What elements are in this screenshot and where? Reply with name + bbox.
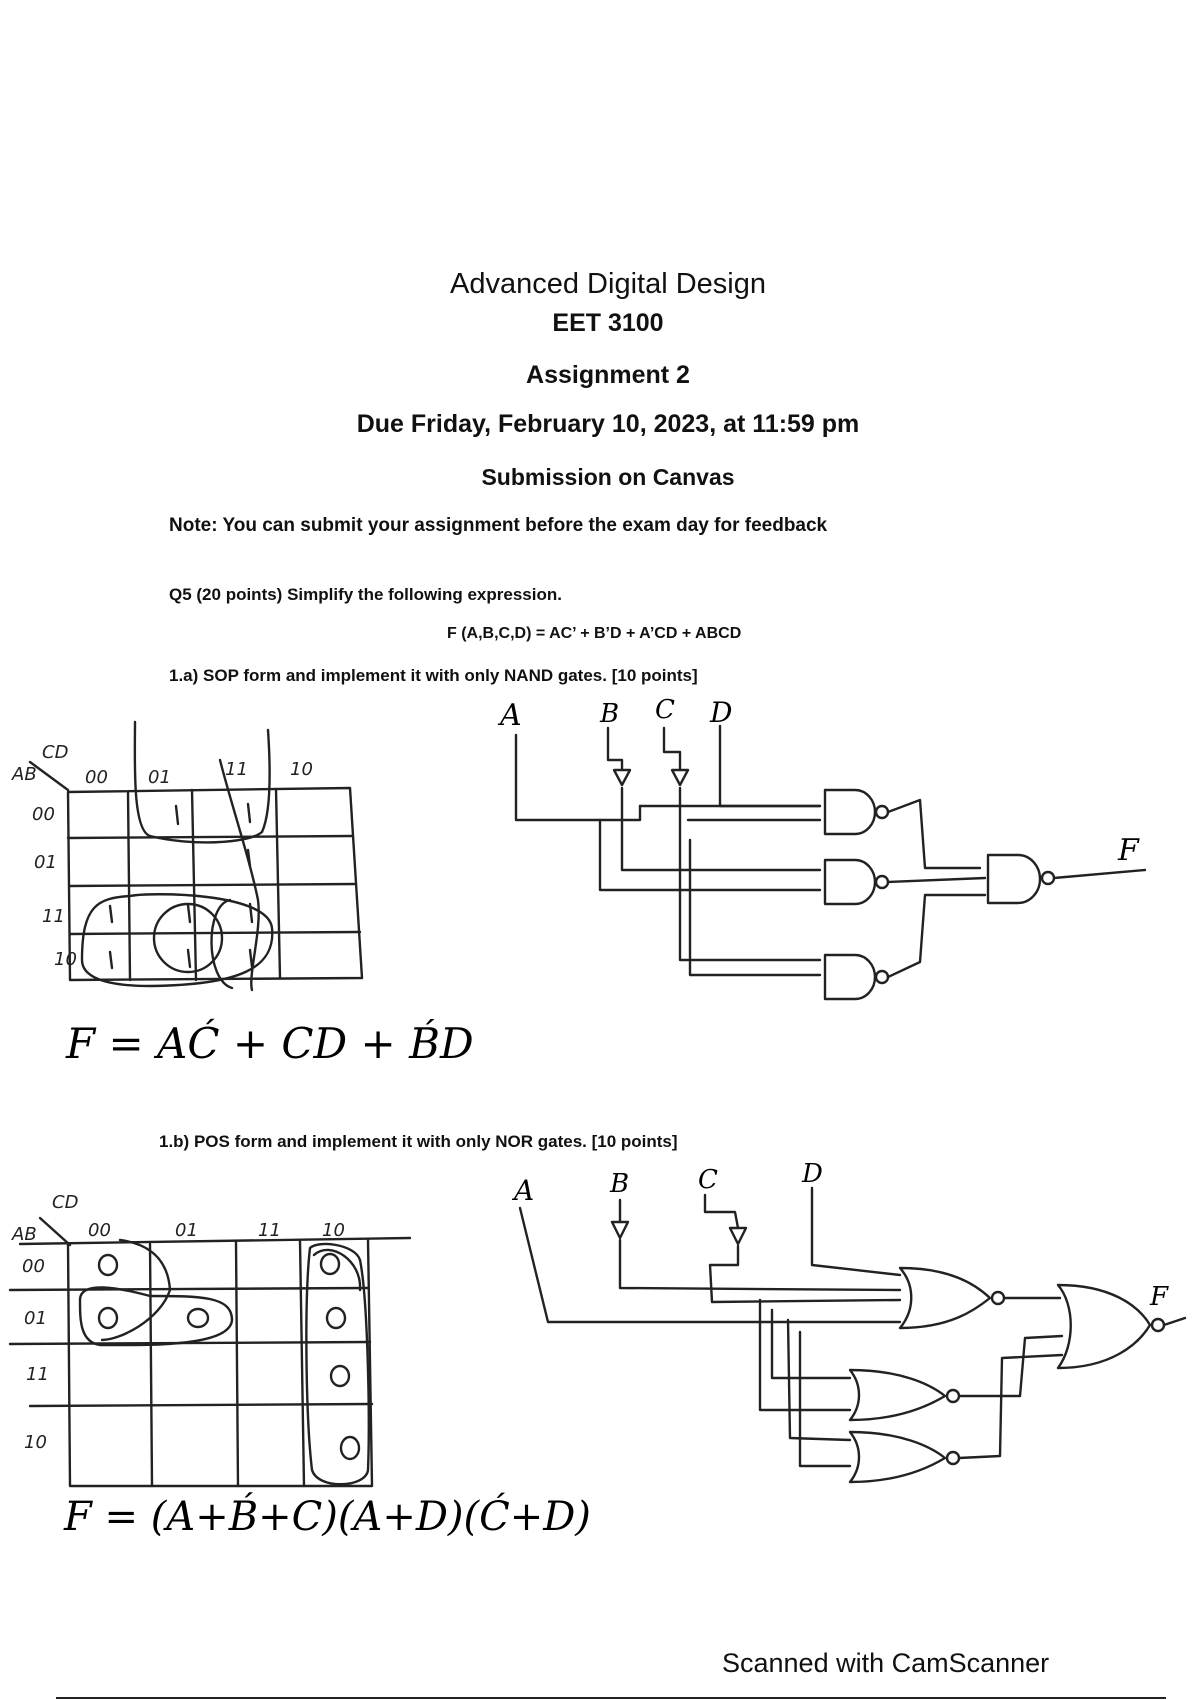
kmap-pos-ab-label: AB bbox=[12, 1224, 37, 1245]
kmap-pos-col-0: 00 bbox=[88, 1220, 111, 1241]
nor-input-a: A bbox=[514, 1174, 535, 1207]
kmap-sop bbox=[11, 722, 362, 990]
kmap-pos-row-0: 00 bbox=[22, 1256, 45, 1277]
question-part-b: 1.b) POS form and implement it with only NOR gates. [10 points] bbox=[159, 1132, 678, 1151]
bottom-rule bbox=[56, 1697, 1166, 1699]
nor-circuit bbox=[511, 1159, 1185, 1482]
course-code: EET 3100 bbox=[552, 309, 664, 337]
kmap-pos-cd-label: CD bbox=[52, 1192, 79, 1213]
kmap-sop-col-1: 01 bbox=[148, 767, 171, 788]
result-pos: F = (A+B́+C)(A+D)(Ć+D) bbox=[64, 1494, 591, 1540]
kmap-sop-row-2: 11 bbox=[42, 906, 65, 927]
kmap-pos-col-2: 11 bbox=[258, 1220, 281, 1241]
kmap-sop-ab-label: AB bbox=[12, 764, 37, 785]
question-part-a: 1.a) SOP form and implement it with only NAND gates. [10 points] bbox=[169, 666, 698, 685]
due-date: Due Friday, February 10, 2023, at 11:59 pm bbox=[356, 410, 860, 438]
kmap-sop-row-0: 00 bbox=[32, 804, 55, 825]
kmap-sop-row-3: 10 bbox=[54, 949, 77, 970]
nand-input-a: A bbox=[500, 698, 522, 733]
nor-input-b: B bbox=[610, 1169, 630, 1199]
kmap-sop-cd-label: CD bbox=[42, 742, 69, 763]
kmap-sop-col-2: 11 bbox=[225, 759, 248, 780]
kmap-pos-col-1: 01 bbox=[175, 1220, 198, 1241]
nand-output-f: F bbox=[1118, 833, 1139, 868]
assignment-title: Assignment 2 bbox=[526, 361, 690, 389]
nor-input-c: C bbox=[698, 1165, 718, 1195]
question-expression: F (A,B,C,D) = AC’ + B’D + A’CD + ABCD bbox=[447, 625, 742, 642]
kmap-pos-row-1: 01 bbox=[24, 1308, 47, 1329]
question-q5: Q5 (20 points) Simplify the following expression. bbox=[169, 585, 562, 604]
kmap-sop-col-0: 00 bbox=[85, 767, 108, 788]
nor-output-f: F bbox=[1150, 1282, 1169, 1312]
note: Note: You can submit your assignment before the exam day for feedback bbox=[169, 515, 828, 536]
nand-input-c: C bbox=[655, 695, 675, 725]
nand-input-b: B bbox=[600, 699, 620, 729]
nand-input-d: D bbox=[710, 696, 733, 729]
doc-title: Advanced Digital Design bbox=[450, 268, 766, 300]
kmap-pos bbox=[10, 1192, 410, 1486]
scanner-watermark: Scanned with CamScanner bbox=[722, 1648, 1050, 1678]
kmap-sop-row-1: 01 bbox=[34, 852, 57, 873]
nand-circuit bbox=[497, 695, 1145, 999]
submission-info: Submission on Canvas bbox=[481, 464, 735, 490]
kmap-pos-col-3: 10 bbox=[322, 1220, 345, 1241]
result-sop: F = AĆ + CD + B́D bbox=[66, 1019, 474, 1068]
kmap-pos-row-2: 11 bbox=[26, 1364, 49, 1385]
kmap-sop-col-3: 10 bbox=[290, 759, 313, 780]
nor-input-d: D bbox=[802, 1159, 823, 1189]
kmap-pos-row-3: 10 bbox=[24, 1432, 47, 1453]
